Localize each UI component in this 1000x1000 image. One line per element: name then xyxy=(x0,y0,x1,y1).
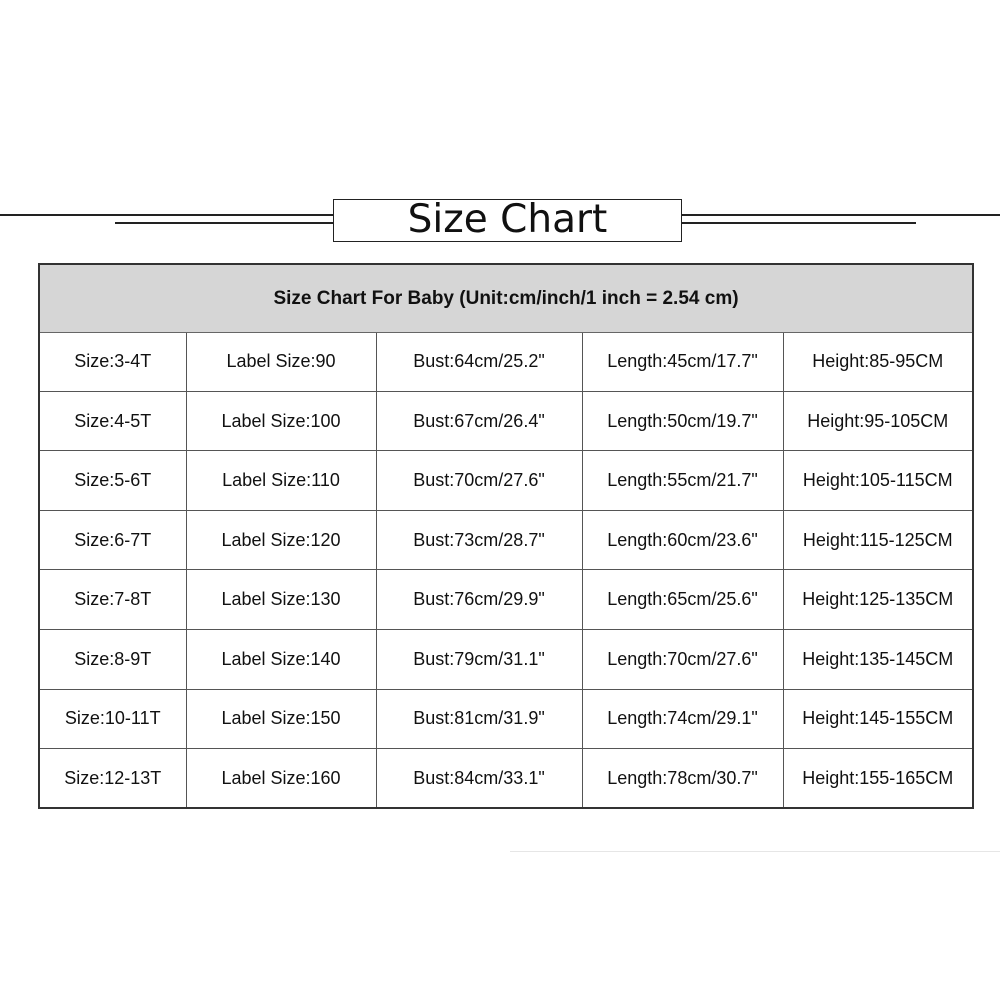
length-cell: Length:45cm/17.7" xyxy=(582,333,783,391)
label-size-cell: Label Size:110 xyxy=(186,451,376,511)
label-size-cell: Label Size:120 xyxy=(186,510,376,570)
bust-cell: Bust:70cm/27.6" xyxy=(376,451,582,511)
height-cell: Height:95-105CM xyxy=(783,391,972,451)
size-grid xyxy=(40,333,972,807)
title-rule-right-long xyxy=(682,214,1000,216)
table-row xyxy=(40,570,972,630)
label-size-cell: Label Size:140 xyxy=(186,630,376,690)
bust-cell: Bust:76cm/29.9" xyxy=(376,570,582,630)
table-row xyxy=(40,510,972,570)
title-rule-left-short xyxy=(115,222,333,224)
label-size-cell: Label Size:100 xyxy=(186,391,376,451)
table-row xyxy=(40,630,972,690)
bust-cell: Bust:84cm/33.1" xyxy=(376,749,582,807)
page-title: Size Chart xyxy=(407,197,608,242)
size-cell: Size:7-8T xyxy=(40,570,186,630)
table-row xyxy=(40,333,972,391)
size-cell: Size:3-4T xyxy=(40,333,186,391)
size-cell: Size:12-13T xyxy=(40,749,186,807)
table-row xyxy=(40,689,972,749)
size-cell: Size:6-7T xyxy=(40,510,186,570)
bust-cell: Bust:64cm/25.2" xyxy=(376,333,582,391)
bust-cell: Bust:67cm/26.4" xyxy=(376,391,582,451)
bust-cell: Bust:73cm/28.7" xyxy=(376,510,582,570)
length-cell: Length:78cm/30.7" xyxy=(582,749,783,807)
size-chart-table xyxy=(38,263,974,809)
table-row xyxy=(40,749,972,807)
label-size-cell: Label Size:150 xyxy=(186,689,376,749)
height-cell: Height:85-95CM xyxy=(783,333,972,391)
height-cell: Height:115-125CM xyxy=(783,510,972,570)
title-rule-left-long xyxy=(0,214,333,216)
length-cell: Length:60cm/23.6" xyxy=(582,510,783,570)
table-row xyxy=(40,451,972,511)
height-cell: Height:105-115CM xyxy=(783,451,972,511)
title-rule-right-short xyxy=(682,222,916,224)
size-cell: Size:4-5T xyxy=(40,391,186,451)
height-cell: Height:135-145CM xyxy=(783,630,972,690)
height-cell: Height:145-155CM xyxy=(783,689,972,749)
length-cell: Length:70cm/27.6" xyxy=(582,630,783,690)
length-cell: Length:50cm/19.7" xyxy=(582,391,783,451)
bust-cell: Bust:81cm/31.9" xyxy=(376,689,582,749)
size-cell: Size:8-9T xyxy=(40,630,186,690)
length-cell: Length:74cm/29.1" xyxy=(582,689,783,749)
table-header: Size Chart For Baby (Unit:cm/inch/1 inch = 2.54 cm) xyxy=(40,265,972,333)
height-cell: Height:155-165CM xyxy=(783,749,972,807)
label-size-cell: Label Size:90 xyxy=(186,333,376,391)
length-cell: Length:55cm/21.7" xyxy=(582,451,783,511)
table-row xyxy=(40,391,972,451)
label-size-cell: Label Size:160 xyxy=(186,749,376,807)
height-cell: Height:125-135CM xyxy=(783,570,972,630)
length-cell: Length:65cm/25.6" xyxy=(582,570,783,630)
size-cell: Size:10-11T xyxy=(40,689,186,749)
bust-cell: Bust:79cm/31.1" xyxy=(376,630,582,690)
faint-divider xyxy=(510,851,1000,852)
size-cell: Size:5-6T xyxy=(40,451,186,511)
label-size-cell: Label Size:130 xyxy=(186,570,376,630)
